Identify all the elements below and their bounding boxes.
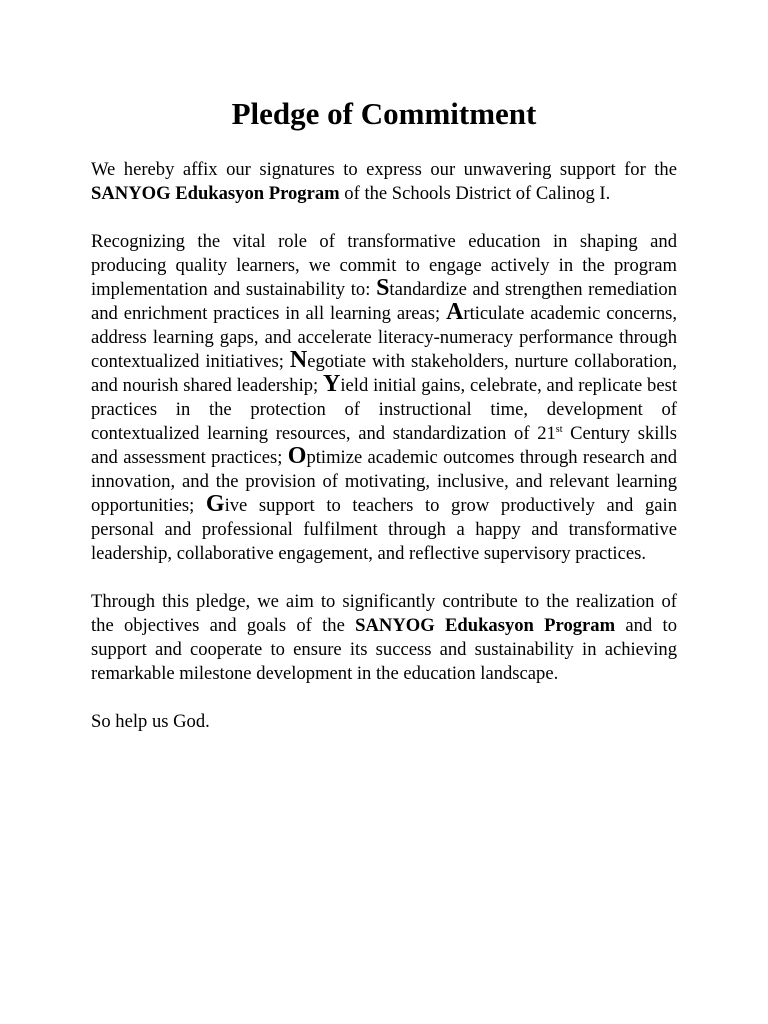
commitment-item-g: ive support to teachers to grow productively and gain personal and professional fulfilment through a happy and transformative leadership, collaborative engagement, and reflective supervisory practices.	[91, 495, 677, 564]
commitment-lead: Recognizing the vital role of transformative education in shaping and producing quality learners, we commit to engage actively in the program implementation and sustainability to:	[91, 231, 677, 300]
initial-letter-a: A	[446, 299, 464, 325]
commitment-paragraph	[91, 230, 677, 566]
initial-letter-n: N	[289, 347, 308, 373]
intro-paragraph	[91, 158, 677, 206]
commitment-item-y-cont: Century skills and assessment practices;	[91, 423, 677, 468]
page-title: Pledge of Commitment	[231, 96, 537, 131]
conclusion-text-1: Through this pledge, we aim to significantly contribute to the realization of the objectives and goals of the	[91, 591, 677, 636]
document-page	[91, 92, 677, 758]
commitment-item-y: ield initial gains, celebrate, and replicate best practices in the protection of instructional time, development of contextualized learning resources, and standardization of 21	[91, 375, 678, 444]
intro-program-name: SANYOG Edukasyon Program	[91, 183, 340, 204]
commitment-item-n: egotiate with stakeholders, nurture collaboration, and nourish shared leadership;	[91, 351, 677, 396]
conclusion-program-name: SANYOG Edukasyon Program	[355, 615, 616, 636]
initial-letter-y: Y	[323, 371, 341, 397]
intro-text-1: We hereby affix our signatures to express our unwavering support for the	[91, 159, 677, 180]
commitment-item-a: rticulate academic concerns, address learning gaps, and accelerate literacy-numeracy performance through contextualized initiatives;	[91, 303, 677, 372]
commitment-item-s: tandardize and strengthen remediation and enrichment practices in all learning areas;	[91, 279, 677, 324]
commitment-item-o: ptimize academic outcomes through research and innovation, and the provision of motivating, inclusive, and relevant learning opportunities;	[91, 447, 678, 516]
closing-line: So help us God.	[91, 711, 210, 732]
initial-letter-s: S	[376, 275, 390, 301]
initial-letter-g: G	[205, 491, 225, 517]
initial-letter-o: O	[287, 443, 307, 469]
conclusion-paragraph	[91, 590, 677, 686]
ordinal-superscript: st	[555, 424, 563, 435]
intro-text-2: of the Schools District of Calinog I.	[339, 183, 611, 204]
conclusion-text-2: and to support and cooperate to ensure its success and sustainability in achieving remarkable milestone development in the education landscape.	[91, 615, 677, 684]
